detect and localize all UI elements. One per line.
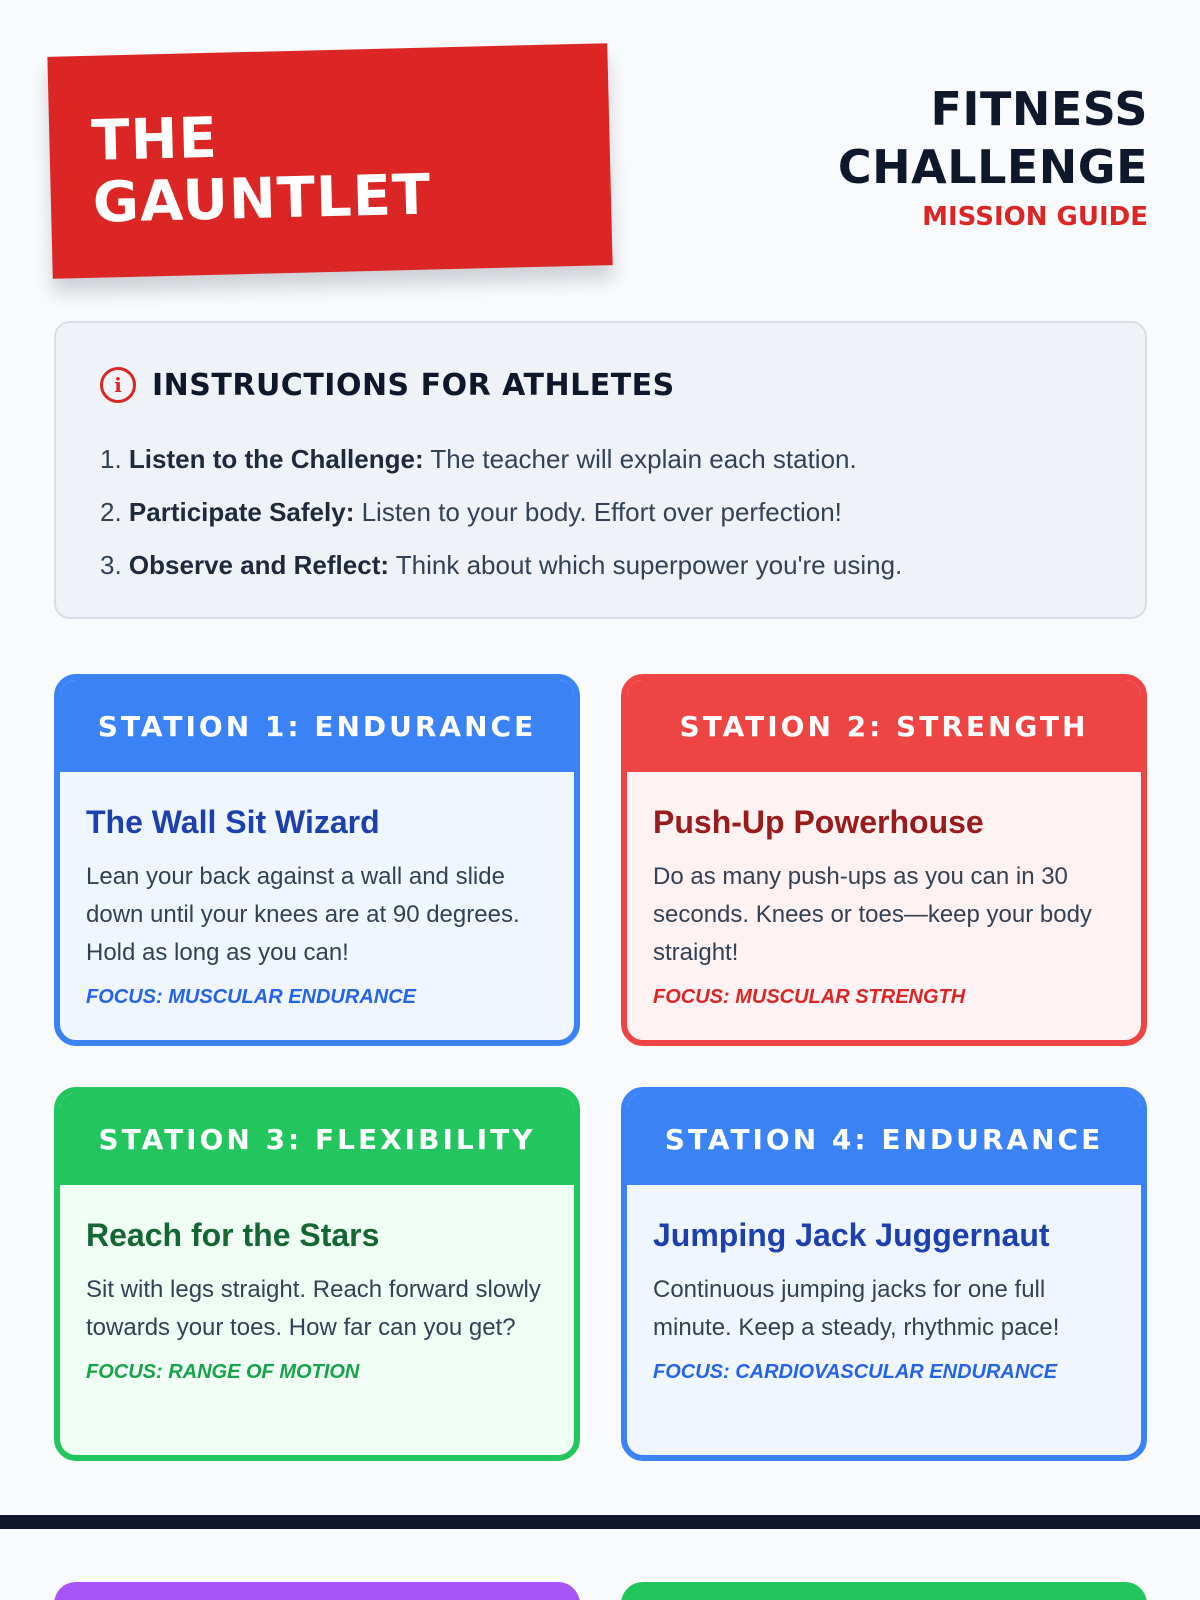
station-title: The Wall Sit Wizard (86, 804, 380, 840)
station-focus: FOCUS: MUSCULAR STRENGTH (653, 986, 966, 1008)
instruction-item (100, 433, 902, 486)
instructions-header (100, 367, 675, 403)
logo-line-1: THE (90, 105, 219, 174)
page-title-line-2: CHALLENGE (837, 140, 1148, 194)
station-description: Sit with legs straight. Reach forward slowly towards your toes. How far can you get? (86, 1276, 541, 1341)
instruction-text: Listen to your body. Effort over perfection! (361, 497, 842, 527)
instruction-number: 3. (100, 550, 122, 580)
station-body (60, 1185, 574, 1384)
station-title: Jumping Jack Juggernaut (653, 1217, 1050, 1253)
instructions-panel (54, 321, 1147, 619)
instructions-title: INSTRUCTIONS FOR ATHLETES (152, 367, 675, 403)
instructions-list (100, 433, 902, 592)
next-station-card-right (621, 1582, 1147, 1600)
station-body (60, 772, 574, 1009)
station-title: Push-Up Powerhouse (653, 804, 984, 840)
station-body (627, 772, 1141, 1009)
station-header: STATION 3: FLEXIBILITY (60, 1093, 574, 1185)
instruction-bold: Observe and Reflect: (128, 550, 390, 580)
station-card-4 (621, 1087, 1147, 1461)
page-subtitle: MISSION GUIDE (922, 202, 1148, 232)
station-description: Continuous jumping jacks for one full minute. Keep a steady, rhythmic pace! (653, 1276, 1060, 1341)
station-focus: FOCUS: CARDIOVASCULAR ENDURANCE (653, 1361, 1058, 1383)
station-header: STATION 1: ENDURANCE (60, 680, 574, 772)
station-header: STATION 2: STRENGTH (627, 680, 1141, 772)
logo-line-2: GAUNTLET (92, 162, 432, 236)
instruction-number: 1. (100, 444, 122, 474)
page-title-line-1: FITNESS (930, 82, 1148, 136)
station-description: Lean your back against a wall and slide down until your knees are at 90 degrees. Hold as long as you can! (86, 863, 520, 966)
instruction-text: The teacher will explain each station. (430, 444, 857, 474)
page-title-block (838, 80, 1148, 232)
station-header: STATION 4: ENDURANCE (627, 1093, 1141, 1185)
station-card-2 (621, 674, 1147, 1046)
station-card-1 (54, 674, 580, 1046)
station-body (627, 1185, 1141, 1384)
station-title: Reach for the Stars (86, 1217, 380, 1253)
info-icon: i (100, 367, 136, 403)
station-focus: FOCUS: RANGE OF MOTION (86, 1361, 360, 1383)
instruction-bold: Participate Safely: (128, 497, 355, 527)
instruction-text: Think about which superpower you're using. (395, 550, 903, 580)
station-description: Do as many push-ups as you can in 30 seconds. Knees or toes—keep your body straight! (653, 863, 1092, 966)
next-station-card-left (54, 1582, 580, 1600)
instruction-item (100, 539, 902, 592)
gauntlet-logo-banner (47, 43, 612, 279)
section-divider (0, 1515, 1200, 1529)
instruction-number: 2. (100, 497, 122, 527)
station-focus: FOCUS: MUSCULAR ENDURANCE (86, 986, 416, 1008)
gauntlet-logo-text (91, 103, 432, 235)
station-card-3 (54, 1087, 580, 1461)
instruction-item (100, 486, 902, 539)
instruction-bold: Listen to the Challenge: (128, 444, 424, 474)
